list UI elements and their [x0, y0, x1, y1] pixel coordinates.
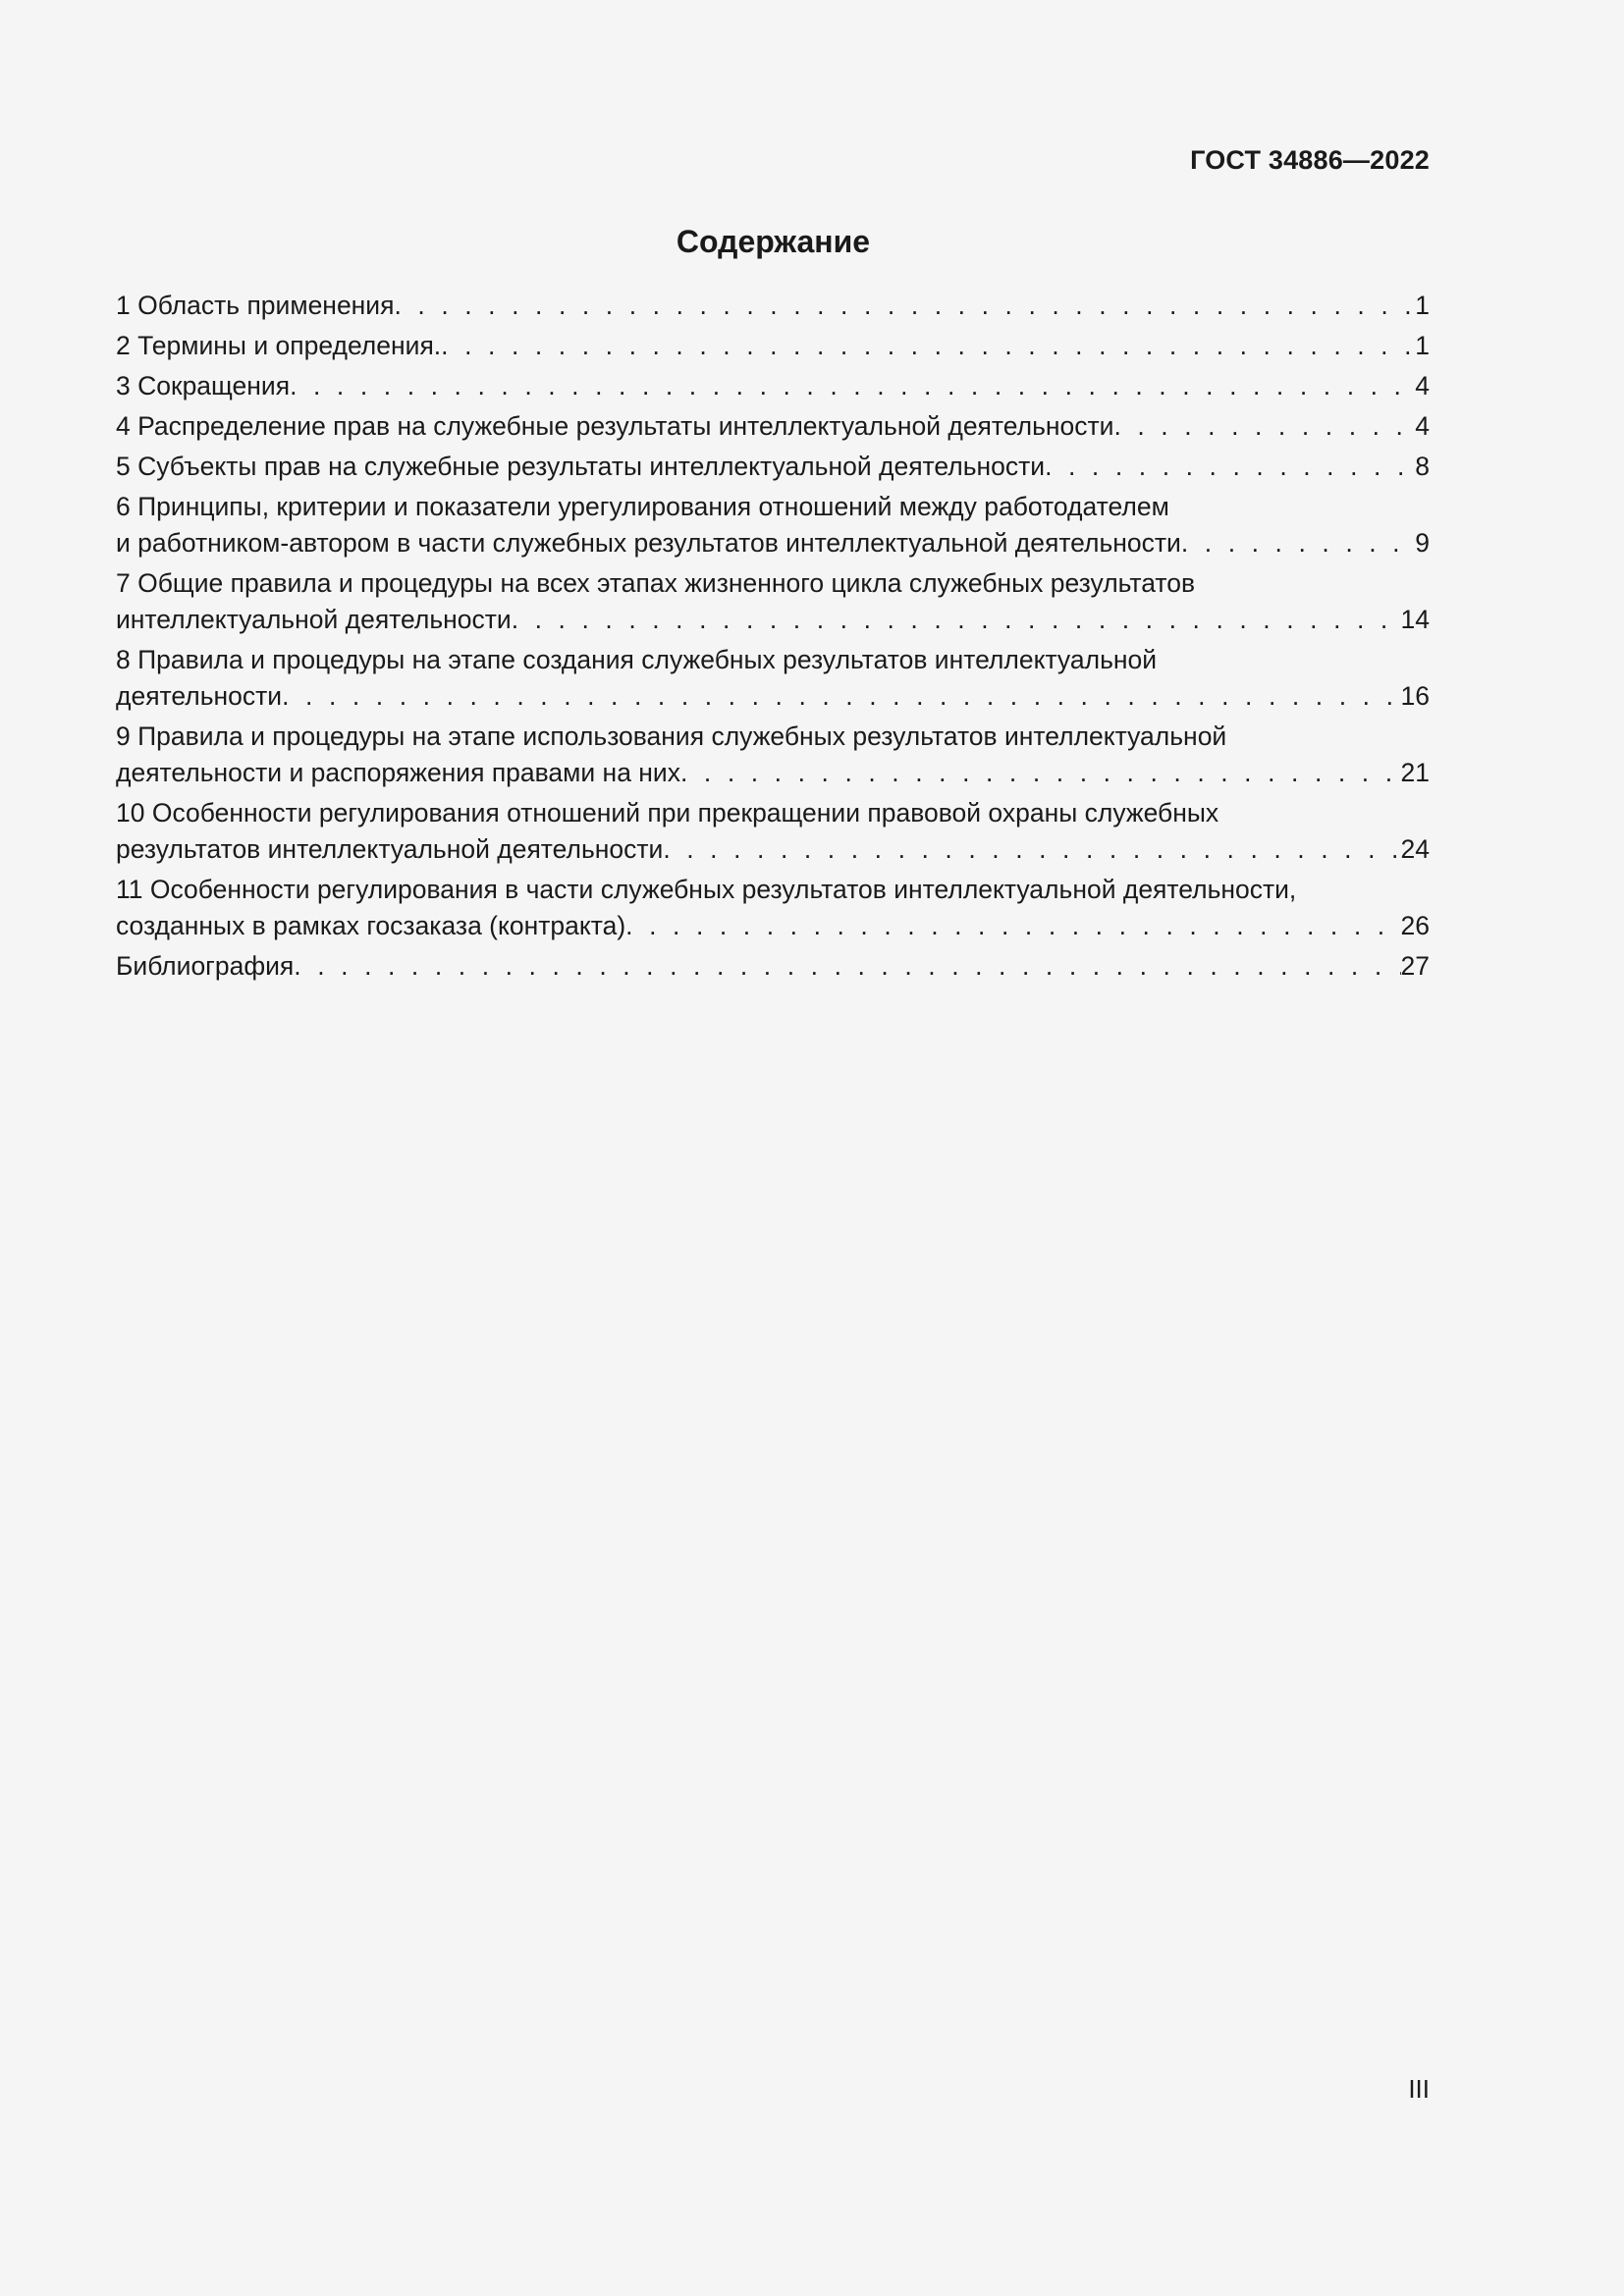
toc-entry[interactable]: [116, 642, 1430, 715]
toc-entry-text: 9 Правила и процедуры на этапе использования служебных результатов интеллектуальной: [116, 721, 1227, 751]
toc-entry-text: 8 Правила и процедуры на этапе создания служебных результатов интеллектуальной: [116, 645, 1158, 674]
toc-entry-text: 11 Особенности регулирования в части служебных результатов интеллектуальной деятельности,: [116, 875, 1297, 904]
toc-entry-text: интеллектуальной деятельности: [116, 605, 512, 634]
toc-leader-dots: [680, 755, 1401, 791]
toc-entry-text: 1 Область применения: [116, 291, 395, 320]
toc-entry[interactable]: [116, 489, 1430, 561]
table-of-contents: [116, 288, 1430, 988]
toc-entry[interactable]: [116, 408, 1430, 445]
toc-entry[interactable]: [116, 872, 1430, 944]
toc-entry-text: 3 Сокращения: [116, 371, 291, 400]
toc-page-number: 4: [1415, 371, 1430, 400]
toc-entry[interactable]: [116, 795, 1430, 868]
toc-page-number: 14: [1400, 605, 1430, 634]
toc-leader-dots: [663, 831, 1400, 868]
toc-entry-text: созданных в рамках госзаказа (контракта): [116, 911, 626, 940]
toc-entry-text: 10 Особенности регулирования отношений при прекращении правовой охраны служебных: [116, 798, 1219, 828]
toc-leader-dots: [512, 602, 1401, 638]
toc-entry-text: деятельности: [116, 681, 283, 711]
toc-page-number: 16: [1400, 681, 1430, 711]
toc-entry-text: 6 Принципы, критерии и показатели урегулирования отношений между работодателем: [116, 492, 1169, 521]
toc-leader-dots: [282, 678, 1400, 715]
toc-leader-dots: [290, 368, 1415, 404]
page-number: III: [1408, 2074, 1430, 2104]
toc-leader-dots: [1045, 449, 1415, 485]
toc-page-number: 1: [1415, 331, 1430, 360]
toc-leader-dots: [441, 328, 1415, 364]
toc-leader-dots: [394, 288, 1415, 324]
toc-page-number: 8: [1415, 452, 1430, 481]
document-code: ГОСТ 34886—2022: [1190, 145, 1430, 175]
toc-page-number: 4: [1415, 411, 1430, 441]
toc-leader-dots: [1181, 525, 1415, 561]
toc-leader-dots: [1113, 408, 1415, 445]
toc-entry[interactable]: [116, 948, 1430, 985]
toc-entry[interactable]: [116, 449, 1430, 485]
toc-entry-text: 5 Субъекты прав на служебные результаты интеллектуальной деятельности: [116, 452, 1046, 481]
toc-entry-text: 4 Распределение прав на служебные результаты интеллектуальной деятельности: [116, 411, 1114, 441]
toc-entry-text: Библиография: [116, 951, 295, 981]
toc-entry-text: результатов интеллектуальной деятельности: [116, 834, 664, 864]
toc-page-number: 1: [1415, 291, 1430, 320]
toc-entry[interactable]: [116, 288, 1430, 324]
toc-page-number: 27: [1400, 951, 1430, 981]
toc-entry[interactable]: [116, 719, 1430, 791]
toc-leader-dots: [294, 948, 1400, 985]
toc-title: Содержание: [676, 224, 871, 259]
toc-page-number: 26: [1400, 911, 1430, 940]
toc-entry-text: 7 Общие правила и процедуры на всех этапах жизненного цикла служебных результатов: [116, 568, 1196, 598]
toc-entry-text: и работником-автором в части служебных результатов интеллектуальной деятельности: [116, 528, 1181, 558]
toc-page-number: 24: [1400, 834, 1430, 864]
toc-entry[interactable]: [116, 368, 1430, 404]
toc-leader-dots: [625, 908, 1400, 944]
toc-page-number: 9: [1415, 528, 1430, 558]
toc-page-number: 21: [1400, 758, 1430, 787]
toc-entry-text: 2 Термины и определения.: [116, 331, 442, 360]
toc-entry-text: деятельности и распоряжения правами на них: [116, 758, 680, 787]
toc-entry[interactable]: [116, 565, 1430, 638]
toc-entry[interactable]: [116, 328, 1430, 364]
